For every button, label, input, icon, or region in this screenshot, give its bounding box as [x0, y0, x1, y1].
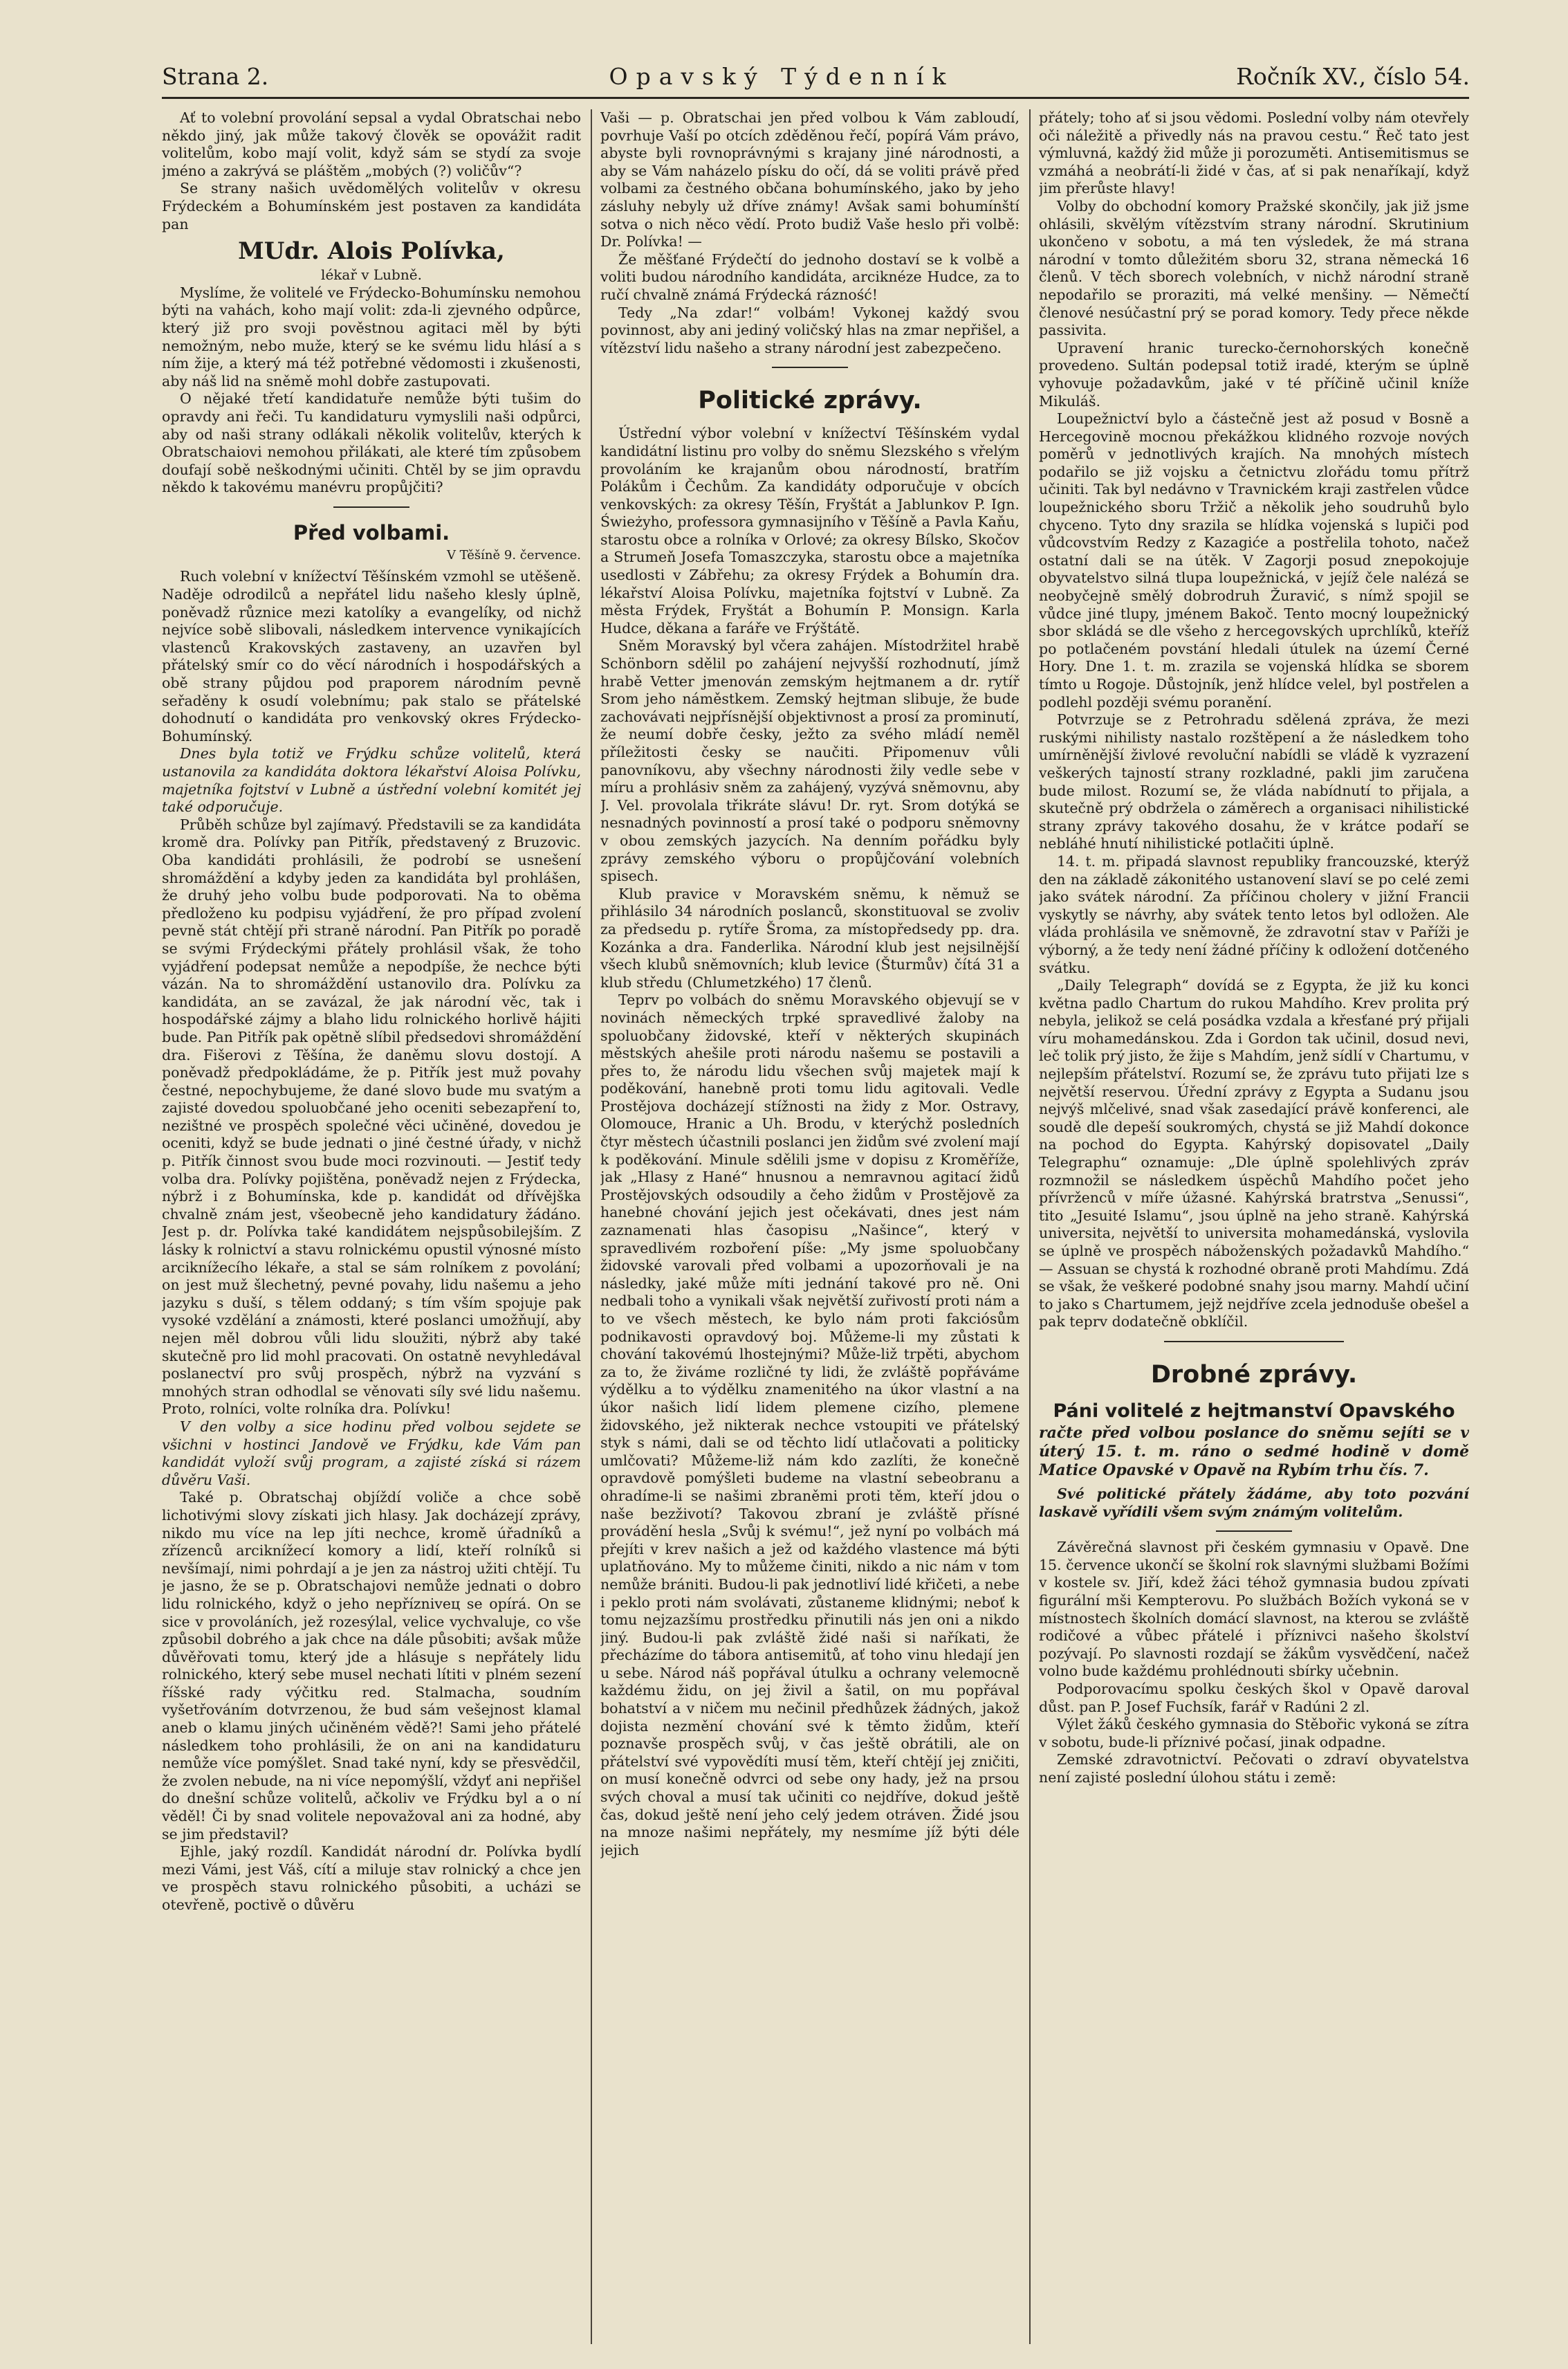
article-paragraph: V den volby a sice hodinu před volbou sejdete se všichni v hostinci Jandově ve Frýdku, kde Vám pan kandidát vyloží svůj program, a zajisté získá si rázem důvěru Vaši. [162, 1418, 581, 1488]
column-2 [600, 109, 1020, 2344]
article-paragraph: Ústřední výbor volební v knížectví Těšínském vydal kandidátní listinu pro volby do sněmu Slezského s vřelým provoláním ke krajanům obou národností, bratřím Polákům i Čechům. Za kandidáty odporučuje v obcích venkovských: za okresy Těšín, Fryštát a Jablunkov P. Ign. Świeżyho, professora gymnasijního v Těšíně a Pavla Kaňu, starostu obce a rolníka v Orlové; za okresy Bílsko, Skočov a Strumeň Josefa Tomaszczyka, starostu obce a majetníka usedlosti v Zábřehu; za okresy Frýdek a Bohumín dra. lékařství Aloisa Polívku, majetníka fojtství v Lubně. Za města Frýdek, Fryštát a Bohumín P. Monsign. Karla Hudce, děkana a faráře ve Frýštátě. [600, 425, 1020, 637]
article-paragraph: Vaši — p. Obratschai jen před volbou k Vám zabloudí, povrhuje Vaší po otcích zděděnou řečí, popírá Vám právo, abyste byli rovnoprávnými s krajany jiné národnosti, a aby se Vám naházelo písku do očí, dá se voliti právě před volbami za čestného občana bohumínského, jako by jeho zásluhy nebyly už dříve známy! Avšak sami bohumínští sotva o nich něco vědí. Proto budiž Vaše heslo při volbě: Dr. Polívka! — [600, 109, 1020, 250]
article-paragraph: Potvrzuje se z Petrohradu sdělená zpráva, že mezi ruskými nihilisty nastalo rozštěpení a že následkem toho umírněnější živlové revoluční nabídli se vládě k vyzrazení veškerých tajností strany rozkladné, pakli jim zaručena bude milost. Rozumí se, že vláda nabídnutí to přijala, a skutečně prý obdržela o záměrech a organisaci nihilistické strany zprávy takového dosahu, že v krátce podaří se nebláhé hnutí nihilistické potlačiti úplně. [1039, 711, 1469, 852]
section-divider [1164, 1341, 1344, 1342]
article-paragraph: 14. t. m. připadá slavnost republiky francouzské, kterýž den na základě zákonitého ustanovení slaví se po celé zemi jako svátek národní. Za příčinou cholery v jižní Francii vyskytly se návrhy, aby svátek tento letos byl odložen. Ale vláda prohlásila ve sněmovně, že zdravotní stav v Paříži je výborný, a že tedy není žádné příčiny k odložení dotčeného svátku. [1039, 852, 1469, 976]
article-paragraph: Podporovacímu spolku českých škol v Opavě daroval důst. pan P. Josef Fuchsík, farář v Radúni 2 zl. [1039, 1680, 1469, 1715]
article-paragraph: Loupežnictví bylo a částečně jest až posud v Bosně a Hercegovině mocnou překážkou klidného rozvoje nových poměrů v jednotlivých krajích. Na mnohých místech podařilo se již vojsku a četnictvu zlořádu tomu přítrž učiniti. Tak byl nedávno v Travnickém kraji zastřelen vůdce loupežnického sboru Tržič a několik jeho soudruhů bylo chyceno. Tyto dny srazila se hlídka vojenská s lupiči pod vůdcovstvím Redzy z Kazagiće a postřelila tohoto, načež ostatní dali se na útěk. V Zagorji posud znepokojuje obyvatelstvo silná tlupa loupežnická, v jejíž čele nalézá se neobyčejně smělý dobrodruh Žuravić, s nímž spojil se vůdce jiné tlupy, jménem Bakoč. Tento mocný loupežnický sbor skládá se dle všeho z hercegovských uprchlíků, kteříž po potlačeném povstání hledali útulek na území Černé Hory. Dne 1. t. m. zrazila se vojenská hlídka se sborem tímto u Rogoje. Důstojník, jenž hlídce velel, byl postřelen a podlehl později svému poranění. [1039, 410, 1469, 711]
column-3 [1039, 109, 1469, 2344]
article-paragraph: Výlet žáků českého gymnasia do Stěbořic vykoná se zítra v sobotu, bude-li příznivé počasí, jinak odpadne. [1039, 1716, 1469, 1750]
section-heading: Politické zprávy. [698, 387, 922, 415]
article-paragraph: Ať to volební provolání sepsal a vydal Obratschai nebo někdo jiný, jak může takový člověk se opovážit radit volitelům, kobo mají volit, když sám se stydí za svoje jméno a zakrývá se pláštěm „mobých (?) voličův“? [162, 109, 581, 179]
article-paragraph: Také p. Obratschaj objíždí voliče a chce sobě lichotivými slovy získati jich hlasy. Jak docházejí zprávy, nikdo mu více na lep jíti nechce, kromě úřadníků a zřízenců arciknížecí komory a lidí, kteří rolníků si nevšímají, nimi pohrdají a je jen za nástroj užiti chtějí. Tu je jasno, že se p. Obratschajovi nemůže jednati o dobro lidu rolnického, když o jeho nepřízniveц se opírá. On se sice v provoláních, jež rozesýlal, velice vychvaluje, co vše způsobil dobrého a jak chce na dále působiti; avšak může důvěřovati tomu, který jde a hlásuje s nepřátely lidu rolnického, který sebe musel nechati lítiti v plném sezení říšské rady výčitku red. Stalmacha, soudním vyšetřováním dotvrzenou, že bud sám vešejnost klamal aneb o klamu jiných učiněném vědě?! Sami jeho přátelé následkem toho prohlásili, že on ani na kandidaturu nemůže více pomýšlet. Snad také nyní, kdy se přesvědčil, že zvolen nebude, na ni více nepomýšlí, vždyť ani nepřišel do dnešní schůze volitelů, ačkoliv ve Frýdku byl a o ní věděl! Či by snad volitele nepovažoval ani za hodné, aby se jim představil? [162, 1489, 581, 1842]
page-number: Strana 2. [162, 63, 269, 90]
article-paragraph: Myslíme, že volitelé ve Frýdecko-Bohumínsku nemohou býti na vahách, koho mají volit: zda-li zjevného odpůrce, který již pro svoji pověstnou agitaci měl by býti nemožným, nebo muže, který se ke svému lidu hlásí a s ním žije, a který má též potřebné vědomosti i zkušenosti, aby náš lid na sněmě mohl dobře zastupovati. [162, 284, 581, 390]
article-paragraph: „Daily Telegraph“ dovídá se z Egypta, že již ku konci května padlo Chartum do rukou Mahdího. Krev prolita prý nebyla, jelikož se celá posádka vzdala a křesťané prý přijali víru mohamedánskou. Zda i Gordon tak učinil, dosud nevi, leč tolik prý jisto, že žije s Mahdím, jenž sídlí v Chartumu, v nejlepším přátelství. Rozumí se, že zprávu tuto přijati lze s největší reservou. Úřední zprávy z Egypta a Sudanu jsou nejvýš mlčelivé, snad však zasedající právě konferenci, ale soudě dle depeší soukromých, chystá se již Mahdí dokonce na pochod do Egypta. Kahýrský dopisovatel „Daily Telegraphu“ oznamuje: „Dle úplně spolehlivých zpráv rozmnožil se následkem úspěchů Mahdího počet jeho přívrženců v míře úžasné. Kahýrská bratrstva „Senussi“, tito „Jesuité Islamu“, jsou úplně na jeho straně. Kahýrská universita, největší to universita mohamedánská, vyslovila se úplně ve prospěch náboženských požadavků Mahdího.“ — Assuan se chystá k rozhodné obraně proti Mahdímu. Zdá se však, že veškeré podobné snahy jsou marny. Mahdí učiní to jako s Chartumem, jejž nejdříve zcela jednoduše obešel a pak teprv dodatečně obklíčil. [1039, 977, 1469, 1330]
column-rule-1 [591, 109, 592, 2344]
article-paragraph: Dnes byla totiž ve Frýdku schůze volitelů, která ustanovila za kandidáta doktora lékařství Aloisa Polívku, majetníka fojtství v Lubně a ústřední volební komitét jej také odporučuje. [162, 745, 581, 816]
article-paragraph: Tedy „Na zdar!“ volbám! Vykonej každý svou povinnost, aby ani jediný voličský hlas na zmar nepřišel, a vítězství lidu našeho a strany národní jest zabezpečeno. [600, 304, 1020, 356]
section-divider [1216, 1530, 1292, 1532]
article-paragraph: Teprv po volbách do sněmu Moravského objevují se v novinách německých trpké spravedlivé žaloby na spoluobčany židovské, kteří v některých skupinách městských ahešile proti národu našemu se postavili a přes to, že národu lidu všechen svůj majetek mají k poděkování, hanebně proti tomu lidu agitovali. Vedle Prostějova docházejí stížnosti na židy z Mor. Ostravy, Olomouce, Hranic a Uh. Brodu, v kterýchž posledních čtyr městech účastnili poslanci jen židům své zvolení mají k poděkování. Minule sdělili jsme v dopisu z Kroměříže, jak „Hlasy z Hané“ hnusnou a nemravnou agitací židů Prostějovských odsoudily a čeho židům v Prostějově za hanebné chování jejich jest očekávati, dnes jest nám zaznamenati hlas časopisu „Našince“, který v spravedlivém rozboření píše: „My jsme spoluobčany židovské varovali před volbami a upozorňovali je na následky, jaké může míti jednání takové pro ně. Oni nedbali toho a vynikali však největší zuřivostí proti nám a to ve všech městech, ke bylo nám proti fakciósům podnikavosti opravdový boj. Můžeme-li my zůstati k chování takovémú lhostejnými? Může-liž trpěti, abychom za to, že živáme rozličné ty lidi, že zvláště popřáváme výdělku a to výdělku znamenitého na úkor vlastní a na úkor našich lidí lidem plemene cizího, plemene židovského, jež nikterak nechce vstoupiti ve přátelský styk s námi, dali se od těchto lidí utlačovati a politicky umlčovati? Můžeme-liž nám kdo zazlíti, že konečně opravdově pomýšleti budeme na vlastní sebeobranu a ohradíme-li se našimi zbraněmi proti těm, kteří jdou o naše bezživotí? Takovou zbraní je zvláště přísné provádění hesla „Svůj k svému!“, jež nyní po volbách má přejíti v krev našich a jež od každého vlastence má býti uplatňováno. My to můžeme činiti, nikdo a nic nám v tom nemůže brániti. Budou-li pak jednotliví lidé křičeti, a nebe i peklo proti nám svolávati, zůstaneme klidnými; neboť k tomu nejzazšímu prostředku přinutili nás jen oni a nikdo jiný. Budou-li pak zvláště židé naši si naříkati, že přecházíme do tábora antisemitů, ať toho vinu hledají jen u sebe. Národ náš popřával útulku a ochrany velemocně každému židu, on jej živil a šatil, on mu popřával bohatství a v ničem mu nečinil předhůzek žádných, jakož dojista nezmění chování své k těmto židům, kteří poznavše prospěch svůj, v čas ještě obrátili, ale on přátelství své vypovědíti musí těm, kteří chtějí jej zničiti, on musí konečně odvrci od sebe ony hady, jež na prsou svých choval a musí tak učiniti co nejdříve, dokud ještě čas, dokud ještě není jeho celý jedem otráven. Židé jsou na mnoze našimi nepřátely, my nesmíme jíž býti déle jejich [600, 991, 1020, 1858]
candidate-subtitle: lékař v Lubně. [321, 266, 422, 284]
header-rule [162, 97, 1469, 99]
notice-heading: Páni volitelé z hejtmanství Opavského [1053, 1400, 1455, 1422]
newspaper-title: Opavský Týdenník [609, 63, 954, 90]
article-paragraph: Že měšťané Frýdečtí do jednoho dostaví se k volbě a voliti budou národního kandidáta, arciknéze Hudce, za to ručí chvalně známá Frýdecká rázność! [600, 250, 1020, 303]
notice-text: račte před volbou poslance do sněmu sejíti se v úterý 15. t. m. ráno o sedmé hodině v domě Matice Opavské v Opavě na Rybím trhu čís. 7. [1039, 1423, 1469, 1479]
section-divider [772, 367, 848, 368]
column-1 [162, 109, 581, 2344]
candidate-name: MUdr. Alois Polívka, [238, 237, 505, 266]
section-divider [333, 506, 409, 508]
volume-issue: Ročník XV., číslo 54. [1236, 63, 1470, 90]
section-heading: Drobné zprávy. [1150, 1360, 1358, 1389]
article-paragraph: Závěrečná slavnost při českém gymnasiu v Opavě. Dne 15. července ukončí se školní rok slavnými službami Božími v kostele sv. Jiří, kdež žáci téhož gymnasia budou zpívati figurální mši Kempterovu. Po službách Božích vykoná se v místnostech školních domácí slavnost, na kterou se zvláště rodičové a vůbec přátelé i příznivci našeho školství pozývají. Po slavnosti rozdají se žákům vysvědčení, načež volno bude každému prohlédnouti sbírky učebnin. [1039, 1539, 1469, 1680]
article-paragraph: Zemské zdravotnictví. Pečovati o zdraví obyvatelstva není zajisté poslední úlohou státu i země: [1039, 1751, 1469, 1786]
article-paragraph: O nějaké třetí kandidatuře nemůže býti tušim do opravdy ani řeči. Tu kandidaturu vymyslili naši odpůrci, aby od naši strany odlákali několik volitelův, kterých k Obratschaiovi nemohou přilákati, ale které tím způsobem doufají sobě neškodnými učiniti. Chtěl by se jim opravdu někdo k takovému manévru propůjčiti? [162, 390, 581, 496]
article-paragraph: Ruch volební v knížectví Těšínském vzmohl se utěšeně. Naděje odrodilců a nepřátel lidu našeho klesly úplně, poněvadž různice mezi katolíky a evangelíky, od nichž nejvíce sobě slibovali, následkem intervence vynikajících vlastenců Krakovských zastaveny, an uzavřen byl přátelský smír co do věcí národních i hospodářských a obě strany půjdou pod praporem národním pevně seřaděny k osudí volebnímu; pak stalo se přátelské dohodnutí o kandidáta pro venkovský okres Frýdecko-Bohumínský. [162, 568, 581, 744]
dateline: V Těšíně 9. července. [446, 547, 581, 562]
column-rule-2 [1029, 109, 1031, 2344]
article-paragraph: Průběh schůze byl zajímavý. Představili se za kandidáta kromě dra. Polívky pan Pitřík, představený z Bruzovic. Oba kandidáti prohlásili, že podrobí se usnešení shromáždění a kdyby jeden za kandidáta byl prohlášen, že druhý jeho volbu bude podporovati. Na to oběma předloženo ku podpisu vyjádření, že pro případ zvolení pevně stát chtějí při straně národní. Pan Pitřík po poradě se svými Frýdeckými přátely prohlásil však, že toho vyjádření podepsat nemůže a nepodpíše, že nechce býti vázán. Na to shromáždění ustanovilo dra. Polívku za kandidáta, an se zavázal, že jak národní věc, tak i hospodářské zájmy a blaho lidu rolnického horlivě hájiti bude. Pan Pitřík pak opětně slíbil předsedovi shromáždění dra. Fišerovi z Těšína, že daněmu slovu dostojí. A poněvadž předpokládáme, že p. Pitřík jest muž povahy čestné, nepochybujeme, že dané slovo bude mu svatým a zajisté dovedou spoluobčané jeho oceniti sebezapření to, nezištné ve prospěch společné věci učiněné, dovedou je oceniti, když se bude jednati o jiné čestné úřady, v nichž p. Pitřík činnost svou bude moci rozvinouti. — Jestiť tedy volba dra. Polívky pojištěna, poněvadž nejen z Frýdecka, nýbrž i z Bohumínska, kde p. kandidát od dřívějška chvalně znám jest, všeobecně jeho kandidatury žádáno. Jest p. dr. Polívka také kandidátem nejspůsobilejším. Z lásky k rolnictví a stavu rolnickému opustil výnosné místo arciknížecího lékaře, a stal se sám rolníkem z povolání; on jest muž šlechetný, pevné povahy, lidu našemu a jeho jazyku s duší, s tělem oddaný; s tím vším spojuje pak vysoké vzdělání a známosti, které poslanci umožňují, aby nejen měl dobrou vůli lidu sloužiti, nýbrž aby také skutečně pro lid mohl pracovati. On ostatně nevyhledával poslanectví pro svůj prospěch, nýbrž na vyzvání s mnohých stran odhodlal se věnovati síly své lidu našemu. Proto, rolníci, volte rolníka dra. Polívku! [162, 816, 581, 1418]
article-paragraph: Upravení hranic turecko-černohorských konečně provedeno. Sultán podepsal totiž iradé, kterým se úplně vyhovuje požadavkům, jaké v té příčině učinil kníže Mikuláš. [1039, 339, 1469, 410]
article-paragraph: přátely; toho ať si jsou vědomi. Poslední volby nám otevřely oči náležitě a přivedly nás na pravou cestu.“ Řeč tato jest výmluvná, každý žid může ji porozuměti. Antisemitismus se vzmáhá a neobrátí-li židé v čas, ať si pak nenaříkají, když jim přerůste hlavy! [1039, 109, 1469, 197]
article-paragraph: Ejhle, jaký rozdíl. Kandidát národní dr. Polívka bydlí mezi Vámi, jest Váš, cítí a miluje stav rolnický a chce jen ve prospěch stavu rolnického působiti, a ucházi se otevřeně, poctivě o důvěru [162, 1843, 581, 1913]
article-paragraph: Se strany našich uvědomělých volitelův v okresu Frýdeckém a Bohumínském jest postaven za kandidáta pan [162, 180, 581, 232]
notice-request: Své politické přátely žádáme, aby toto pozvání laskavě vyřídili všem svým známým volitelům. [1039, 1485, 1469, 1520]
article-paragraph: Volby do obchodní komory Pražské skončily, jak již jsme ohlásili, skvělým vítězstvím strany národní. Skrutinium ukončeno v sobotu, a má ten výsledek, že má strana národní v tomto důležitém sboru 32, strana německá 16 členů. V těch sborech volebních, v nichž národní straně nepodařilo se proraziti, má velké menšiny. — Němečtí členové nesúčastní prý se porad komory. Tedy přece někde passivita. [1039, 197, 1469, 339]
article-paragraph: Klub pravice v Moravském sněmu, k němuž se přihlásilo 34 národních poslanců, skonstituoval se zvoliv za předsedu p. rytíře Šroma, za místopředsedy pp. dra. Kozánka a dra. Fanderlika. Národní klub jest nejsilnější všech klubů sněmovních; klub levice (Šturmův) čítá 31 a klub středu (Chlumetzkého) 17 členů. [600, 885, 1020, 991]
article-paragraph: Sněm Moravský byl včera zahájen. Místodržitel hrabě Schönborn sdělil po zahájení nejvyšší rozhodnutí, jímž hrabě Vetter jmenován zemským hejtmanem a dr. rytíř Srom jeho náměstkem. Zemský hejtman slibuje, že bude zachovávati nejpřísnější objektivnost a prosí za prominutí, že neumí dobře česky, ježto za svého mládí neměl příležitosti česky se naučiti. Připomenuv vůli panovníkovu, aby všechny národnosti žily vedle sebe v míru a prohlásiv sněm za zahájený, vyzývá sněmovnu, aby J. Vel. provolala třikráte slávu! Dr. ryt. Srom dotýká se nesnadných povinností a prosí také o podporu sněmovny v obou zemských jazycích. Na denním pořádku byly zprávy zemského výboru o propůjčování volebních spisech. [600, 637, 1020, 885]
article-heading: Před volbami. [293, 520, 450, 545]
